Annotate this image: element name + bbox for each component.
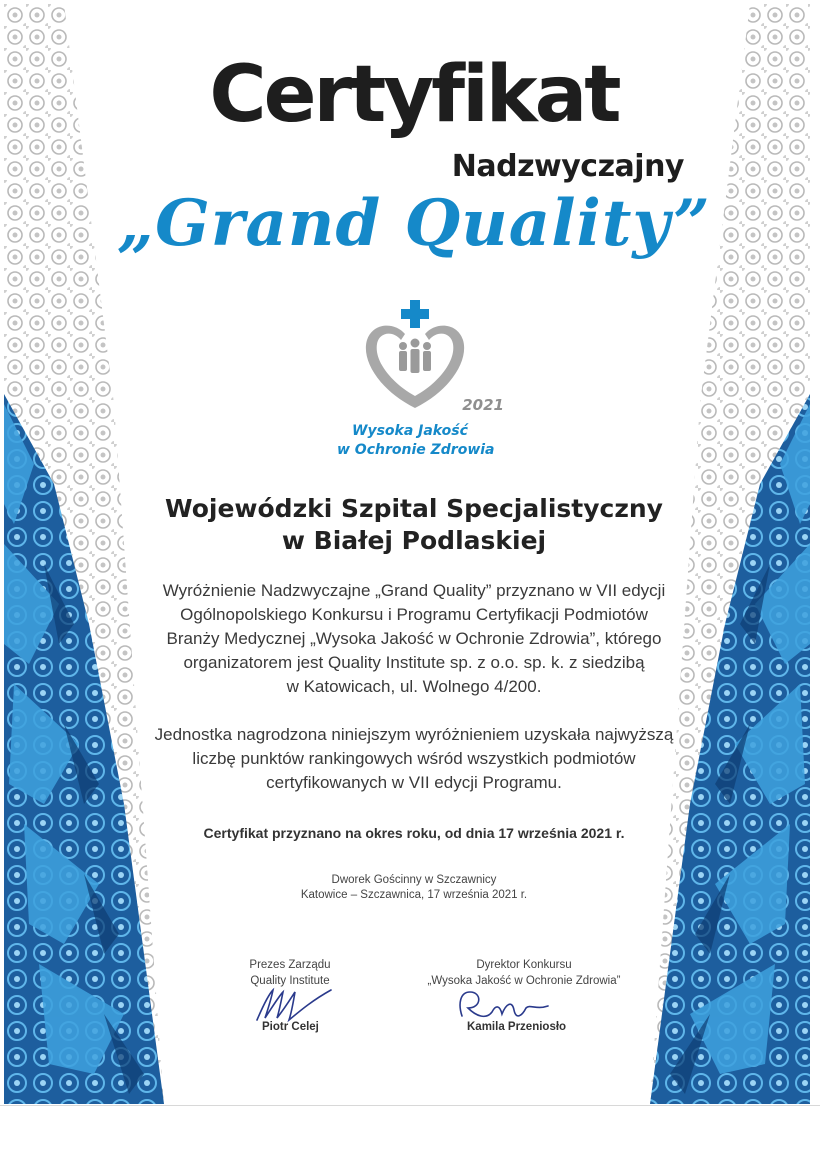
- signature-block-right: [399, 957, 649, 989]
- recipient-line2: w Białej Podlaskiej: [281, 526, 547, 555]
- paragraph-line: liczbę punktów rankingowych wśród wszystkich podmiotów: [192, 749, 636, 768]
- paragraph-line: Wyróżnienie Nadzwyczajne „Grand Quality” przyznano w VII edycji: [162, 581, 666, 600]
- award-name: „Grand Quality”: [117, 186, 711, 261]
- paragraph-line: certyfikowanych w VII edycji Programu.: [266, 773, 562, 792]
- logo-tagline-line1: Wysoka Jakość: [352, 423, 468, 439]
- recipient-line1: Wojewódzki Szpital Specjalistyczny: [165, 494, 663, 523]
- certificate-page: [4, 4, 810, 1104]
- validity-statement: Certyfikat przyznano na okres roku, od dnia 17 września 2021 r.: [203, 825, 625, 841]
- signature-block-left: [210, 957, 370, 989]
- signer-name-left: Piotr Celej: [262, 1021, 319, 1033]
- signer-name-right: Kamila Przeniosło: [467, 1021, 567, 1033]
- signer-role: Prezes Zarządu: [249, 959, 331, 971]
- paragraph-line: Branży Medycznej „Wysoka Jakość w Ochronie Zdrowia”, którego: [166, 629, 662, 648]
- heart-cross-logo-icon: [359, 300, 499, 410]
- certificate-title: Certyfikat: [209, 50, 619, 140]
- logo-tagline-line2: w Ochronie Zdrowia: [337, 442, 495, 458]
- signer-organization: „Wysoka Jakość w Ochronie Zdrowia”: [427, 975, 621, 987]
- handwritten-signature-left: [249, 986, 339, 1026]
- logo-year: 2021: [462, 396, 504, 414]
- paragraph-line: w Katowicach, ul. Wolnego 4/200.: [286, 677, 542, 696]
- paragraph-line: Jednostka nagrodzona niniejszym wyróżnieniem uzyskała najwyższą: [154, 725, 674, 744]
- paragraph-line: Ogólnopolskiego Konkursu i Programu Certyfikacji Podmiotów: [180, 605, 648, 624]
- ranking-paragraph: [129, 723, 699, 795]
- handwritten-signature-right: [452, 986, 552, 1026]
- certificate-subtitle: Nadzwyczajny: [451, 149, 684, 184]
- page-bottom-edge: [0, 1105, 820, 1106]
- award-description-paragraph: [129, 579, 699, 699]
- venue: Dworek Gościnny w Szczawnicy: [331, 874, 497, 886]
- paragraph-line: organizatorem jest Quality Institute sp. z o.o. sp. k. z siedzibą: [183, 653, 645, 672]
- signer-role: Dyrektor Konkursu: [476, 959, 572, 971]
- place-and-date: Katowice – Szczawnica, 17 września 2021 r.: [300, 889, 528, 901]
- signer-organization: Quality Institute: [250, 975, 330, 987]
